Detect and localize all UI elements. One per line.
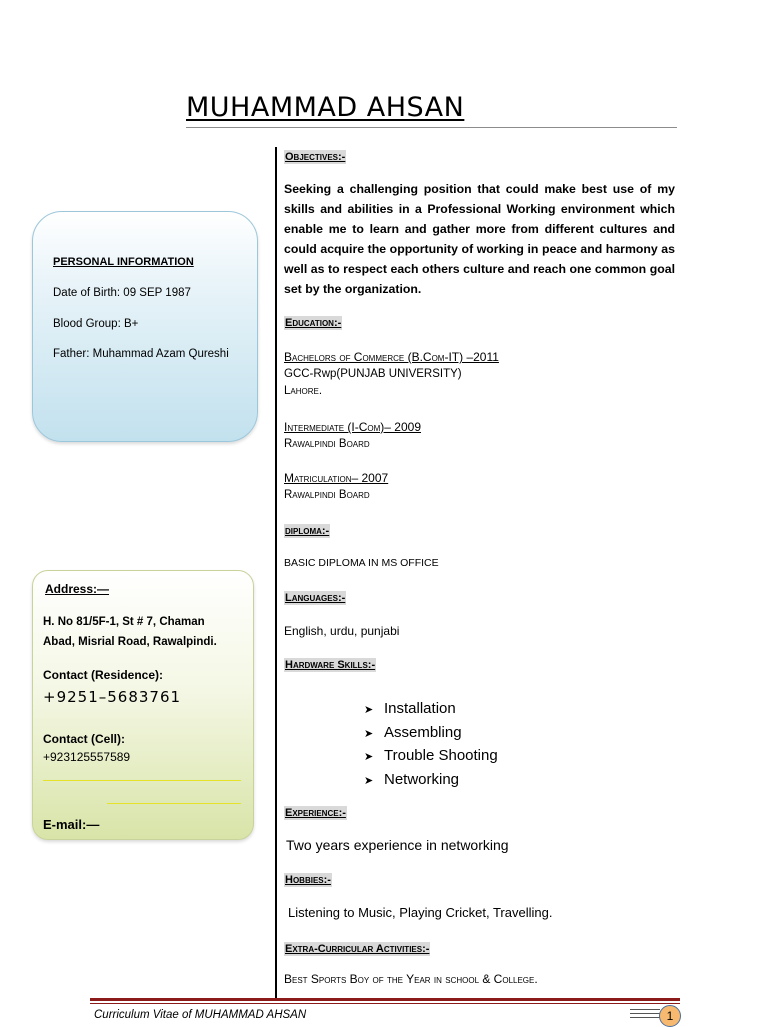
diploma-heading: diploma:- <box>285 525 330 537</box>
hardware-skills-heading: Hardware Skills:- <box>285 659 376 671</box>
contact-box <box>32 570 254 840</box>
extra-curricular-heading: Extra-Curricular Activities:- <box>285 943 430 955</box>
languages-heading: Languages:- <box>285 592 346 604</box>
education-detail-3: Rawalpindi Board <box>284 489 370 501</box>
page-number-decoration <box>630 1009 660 1021</box>
languages-text: English, urdu, punjabi <box>284 624 400 638</box>
footer-rule <box>90 998 680 1001</box>
education-title-1: Bachelors of Commerce (B.Com-IT) –2011 <box>284 350 499 364</box>
extra-curricular-text: Best Sports Boy of the Year in school & College. <box>284 972 538 986</box>
education-detail-1b: Lahore. <box>284 385 323 397</box>
page-number: 1 <box>659 1005 681 1027</box>
blood-group: Blood Group: B+ <box>53 318 139 330</box>
contact-cell-label: Contact (Cell): <box>43 732 125 746</box>
experience-text: Two years experience in networking <box>286 837 509 853</box>
objectives-heading: Objectives:- <box>285 151 346 163</box>
email-line-1 <box>43 780 241 781</box>
list-item: ➤ Trouble Shooting <box>364 744 498 768</box>
hobbies-heading: Hobbies:- <box>285 874 331 886</box>
father-name: Father: Muhammad Azam Qureshi <box>53 348 229 360</box>
arrow-bullet-icon: ➤ <box>364 751 374 763</box>
diploma-text: BASIC DIPLOMA IN MS OFFICE <box>284 557 439 569</box>
personal-info-title: PERSONAL INFORMATION <box>53 256 194 268</box>
hardware-skills-list <box>364 697 498 791</box>
address-line-2: Abad, Misrial Road, Rawalpindi. <box>43 636 217 648</box>
footer-rule-thin <box>90 1003 680 1004</box>
education-detail-1a: GCC-Rwp(PUNJAB UNIVERSITY) <box>284 368 462 380</box>
education-title-3: Matriculation– 2007 <box>284 471 389 485</box>
experience-heading: Experience:- <box>285 807 346 819</box>
education-title-2: Intermediate (I-Com)– 2009 <box>284 420 421 434</box>
objectives-text: Seeking a challenging position that could make best use of my skills and abilities in a Professional Working environment which enable me to learn and gather more from different cultures and could acquire the opportunity of working in peace and harmony as well as to respect each others culture and reach one common goal set by the organization. <box>284 182 675 296</box>
address-label: Address:— <box>45 582 110 596</box>
email-line-2 <box>107 803 241 804</box>
education-detail-2: Rawalpindi Board <box>284 438 370 450</box>
contact-residence-number: +9251–5683761 <box>43 688 182 706</box>
contact-cell-number: +923125557589 <box>43 750 131 764</box>
date-of-birth: Date of Birth: 09 SEP 1987 <box>53 287 191 299</box>
candidate-name: MUHAMMAD AHSAN <box>186 92 465 123</box>
list-item: ➤ Installation <box>364 697 498 721</box>
name-divider <box>186 127 677 128</box>
footer-text: Curriculum Vitae of MUHAMMAD AHSAN <box>94 1009 307 1021</box>
list-item: ➤ Assembling <box>364 721 498 745</box>
education-heading: Education:- <box>285 317 342 329</box>
list-item: ➤ Networking <box>364 768 498 792</box>
arrow-bullet-icon: ➤ <box>364 774 374 787</box>
hobbies-text: Listening to Music, Playing Cricket, Travelling. <box>288 905 553 920</box>
address-line-1: H. No 81/5F-1, St # 7, Chaman <box>43 616 205 628</box>
contact-residence-label: Contact (Residence): <box>43 668 164 682</box>
email-label: E-mail:— <box>43 817 100 832</box>
arrow-bullet-icon: ➤ <box>364 704 374 716</box>
arrow-bullet-icon: ➤ <box>364 727 374 740</box>
personal-info-box <box>32 211 258 442</box>
column-divider <box>275 147 277 1000</box>
